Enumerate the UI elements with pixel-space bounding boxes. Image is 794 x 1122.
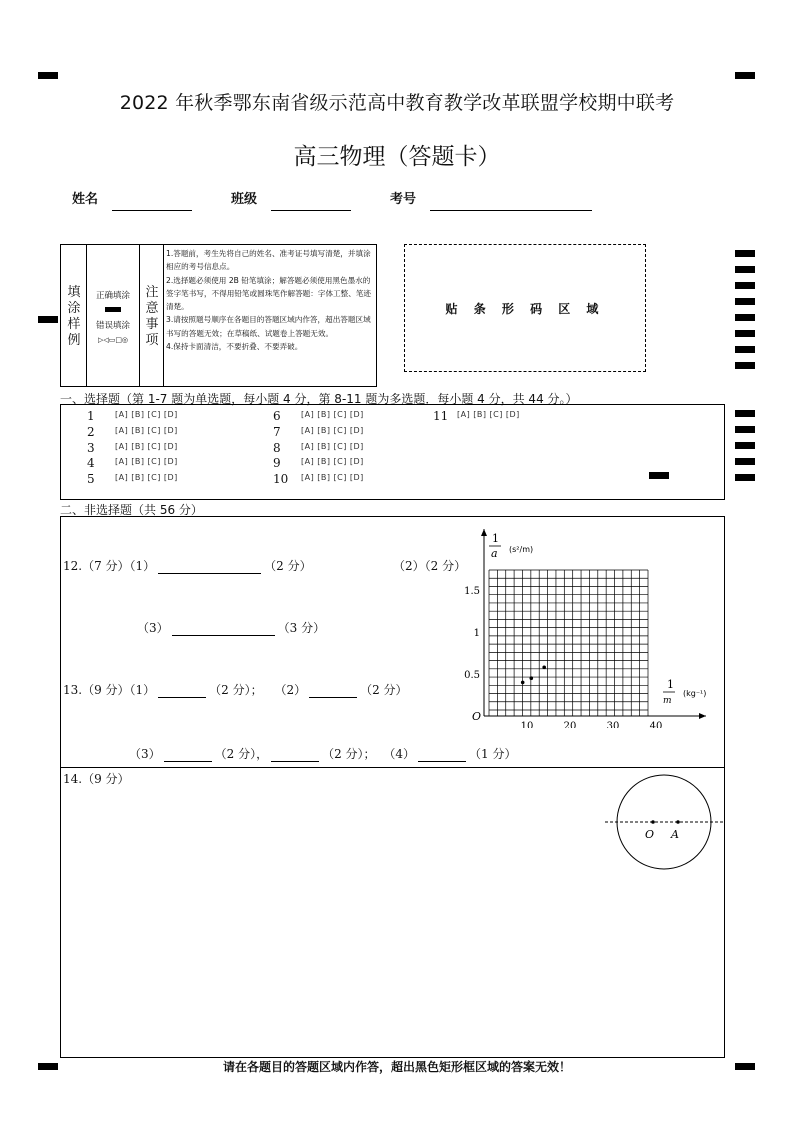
q12-part2: （2）（2 分） — [393, 559, 467, 573]
data-point — [521, 681, 525, 685]
wrong-fill-sample: ▷◁▭□◎ — [97, 336, 129, 344]
timing-mark — [735, 362, 755, 369]
x-tick-label: 40 — [649, 721, 663, 728]
y-tick-label: 0.5 — [464, 670, 480, 681]
exam-number-label: 考号 — [390, 192, 417, 207]
choice-area-mark — [649, 472, 669, 479]
timing-mark — [735, 458, 755, 465]
choice-options[interactable]: [A] [B] [C] [D] — [115, 410, 178, 419]
x-axis-arrow — [699, 713, 706, 719]
q13-answer-2[interactable] — [309, 685, 357, 698]
registration-mark-top-left — [38, 72, 58, 79]
q13-answer-3a[interactable] — [164, 749, 212, 762]
q12-label: 12.（7 分）（1） — [63, 559, 156, 573]
correct-fill-sample — [105, 307, 121, 312]
q13-points-1: （2 分）； — [209, 683, 263, 697]
point-o-label: O — [645, 828, 655, 841]
circle-diagram — [601, 772, 727, 872]
timing-mark — [735, 346, 755, 353]
correct-fill-label: 正确填涂 — [95, 291, 130, 301]
fill-sample-char: 涂 — [67, 301, 81, 316]
notice-char: 注 — [145, 285, 159, 300]
timing-mark — [735, 330, 755, 337]
q13-points-4: （1 分） — [469, 747, 517, 761]
page-title: 高三物理（答题卡） — [293, 144, 501, 170]
note-item: 2.选择题必须使用 2B 铅笔填涂；解答题必须使用黑色墨水的签字笔书写，不得用铅笔或圆珠笔作解答题：字体工整、笔迹清楚。 — [166, 275, 372, 312]
choice-options[interactable]: [A] [B] [C] [D] — [115, 457, 178, 467]
graph-chart — [456, 523, 726, 728]
q12-answer-1[interactable] — [158, 561, 261, 574]
section2-title: 二、非选择题（共 56 分） — [60, 503, 203, 517]
note-item: 3.请按照题号顺序在各题目的答题区域内作答，超出答题区域书写的答题无效；在草稿纸、试题卷上答题无效。 — [166, 315, 371, 338]
class-field[interactable] — [271, 210, 351, 211]
q12-points-3: （3 分） — [277, 621, 326, 635]
x-unit: (kg⁻¹) — [683, 689, 707, 698]
choice-options[interactable]: [A] [B] [C] [D] — [115, 441, 178, 451]
x-label-den: m — [663, 696, 672, 706]
q12-points-1: （2 分） — [264, 559, 312, 573]
q13-part3-label: （3） — [129, 747, 161, 761]
q13-line1 — [63, 681, 408, 698]
data-points — [521, 665, 546, 684]
q13-points-3b: （2 分）； — [322, 747, 376, 761]
choice-options[interactable]: [A] [B] [C] [D] — [115, 473, 178, 483]
graph-grid — [489, 570, 648, 716]
q12-line1 — [63, 557, 312, 574]
point-a — [676, 820, 680, 824]
exam-number-field[interactable] — [430, 210, 592, 211]
fill-sample-column — [61, 245, 87, 386]
timing-mark — [735, 266, 755, 273]
tick-labels — [464, 586, 662, 728]
choice-question-number: 6 — [273, 409, 281, 423]
timing-mark — [735, 426, 755, 433]
y-label-num: 1 — [492, 532, 499, 545]
choice-question-number: 2 — [87, 424, 95, 439]
q12-q13-area — [60, 516, 725, 768]
instructions-box — [60, 244, 377, 387]
q12-line3 — [137, 619, 325, 636]
y-unit: (s²/m) — [509, 545, 534, 554]
choice-options[interactable]: [A] [B] [C] [D] — [301, 473, 364, 483]
choice-question-number: 3 — [87, 440, 95, 455]
choice-options[interactable]: [A] [B] [C] [D] — [457, 410, 520, 419]
note-item: 1.答题前，考生先将自己的姓名、准考证号填写清楚，并填涂相应的考号信息点。 — [166, 249, 371, 272]
choice-options[interactable]: [A] [B] [C] [D] — [115, 425, 178, 435]
barcode-label: 贴 条 形 码 区 域 — [445, 301, 605, 316]
point-a-label: A — [671, 828, 679, 841]
notice-char: 事 — [145, 317, 159, 332]
y-tick-label: 1.5 — [464, 586, 480, 597]
registration-mark-mid-left — [38, 316, 58, 323]
timing-mark — [735, 442, 755, 449]
choice-question-number: 8 — [273, 440, 281, 455]
name-label: 姓名 — [72, 192, 99, 207]
timing-mark — [735, 298, 755, 305]
data-point — [530, 676, 534, 680]
q13-answer-3b[interactable] — [271, 749, 319, 762]
q12-part3-label: （3） — [137, 621, 169, 635]
y-label-den: a — [491, 547, 498, 560]
q13-part2-label: （2） — [274, 683, 307, 697]
q13-line2 — [129, 745, 516, 762]
x-tick-label: 20 — [563, 721, 577, 728]
q13-points-2: （2 分） — [360, 683, 408, 697]
notice-char: 项 — [145, 333, 159, 348]
q13-label: 13.（9 分）（1） — [63, 683, 156, 697]
choice-question-number: 7 — [273, 424, 281, 439]
note-item: 4.保持卡面清洁，不要折叠、不要弄破。 — [166, 342, 303, 352]
notice-column — [140, 245, 164, 386]
y-axis-arrow — [481, 529, 487, 536]
choice-question-number: 4 — [87, 456, 95, 471]
registration-mark-top-right — [735, 72, 755, 79]
origin-label: O — [472, 710, 482, 723]
barcode-area — [404, 244, 646, 372]
timing-mark — [735, 282, 755, 289]
q14-area — [60, 767, 725, 1058]
notes-text — [166, 247, 376, 353]
choice-question-number: 5 — [87, 472, 95, 487]
q13-points-3a: （2 分）， — [214, 747, 269, 761]
timing-mark — [735, 474, 755, 481]
q13-part4-label: （4） — [383, 747, 416, 761]
y-tick-label: 1 — [473, 628, 480, 639]
choice-question-number: 11 — [433, 409, 449, 423]
wrong-fill-label: 错误填涂 — [95, 321, 130, 331]
choice-options[interactable]: [A] [B] [C] [D] — [301, 410, 364, 419]
section1-title: 一、选择题（第 1-7 题为单选题，每小题 4 分，第 8-11 题为多选题．每小题 4 分，共 44 分。） — [60, 392, 578, 406]
fill-sample-char: 样 — [67, 317, 81, 332]
notice-char: 意 — [145, 301, 159, 316]
choice-question-number: 1 — [87, 409, 95, 423]
q14-label: 14.（9 分） — [63, 772, 130, 786]
fill-sample-char: 填 — [67, 285, 81, 300]
choice-question-number: 9 — [273, 456, 281, 471]
timing-mark — [735, 250, 755, 257]
x-label-num: 1 — [667, 678, 674, 691]
q12-answer-3[interactable] — [172, 623, 275, 636]
choice-options[interactable]: [A] [B] [C] [D] — [301, 441, 364, 451]
name-field[interactable] — [112, 210, 192, 211]
data-point — [542, 665, 546, 669]
timing-mark — [735, 314, 755, 321]
choice-question-number: 10 — [273, 472, 289, 487]
q13-answer-4[interactable] — [418, 749, 466, 762]
choice-options[interactable]: [A] [B] [C] [D] — [301, 425, 364, 435]
timing-mark — [735, 410, 755, 417]
choice-area — [60, 404, 725, 500]
x-tick-label: 30 — [606, 721, 620, 728]
q13-answer-1[interactable] — [158, 685, 206, 698]
x-tick-label: 10 — [520, 721, 534, 728]
fill-sample-examples — [87, 245, 140, 386]
footer-notice: 请在各题目的答题区域内作答，超出黑色矩形框区域的答案无效！ — [222, 1060, 571, 1074]
fill-sample-char: 例 — [67, 333, 81, 348]
class-label: 班级 — [231, 192, 258, 207]
point-o — [651, 820, 655, 824]
exam-title: 2022 年秋季鄂东南省级示范高中教育教学改革联盟学校期中联考 — [119, 92, 675, 114]
choice-options[interactable]: [A] [B] [C] [D] — [301, 457, 364, 467]
